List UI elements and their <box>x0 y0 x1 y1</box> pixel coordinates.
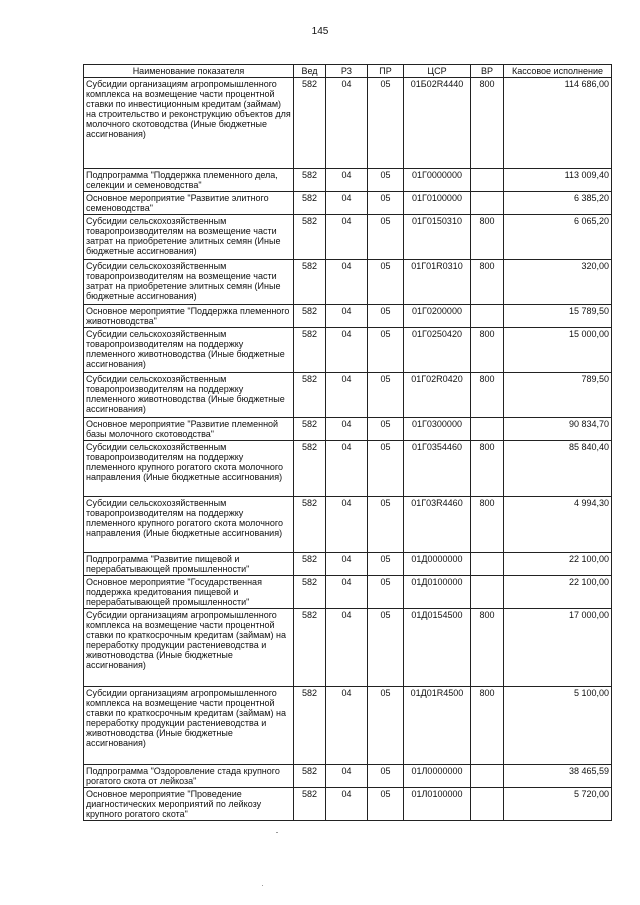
row-csr: 01Г0150310 <box>404 215 471 260</box>
budget-execution-table <box>83 64 612 821</box>
row-csr: 01Д01R4500 <box>404 687 471 765</box>
row-rz: 04 <box>326 78 368 169</box>
row-ved: 582 <box>294 192 326 215</box>
row-rz: 04 <box>326 765 368 788</box>
row-rz: 04 <box>326 418 368 441</box>
row-pr: 05 <box>368 609 404 687</box>
row-csr: 01Г0354460 <box>404 441 471 497</box>
row-csr: 01Г0300000 <box>404 418 471 441</box>
row-ved: 582 <box>294 169 326 192</box>
row-csr: 01Г0200000 <box>404 305 471 328</box>
row-name: Основное мероприятие "Проведение диагностических мероприятий по лейкозу крупного рогатого скота" <box>84 788 294 821</box>
row-pr: 05 <box>368 765 404 788</box>
row-vr <box>471 418 504 441</box>
header-name: Наименование показателя <box>84 65 294 78</box>
row-name: Субсидии сельскохозяйственным товаропроизводителям на поддержку племенного крупного рогатого скота молочного направления (Иные бюджетные ассигнования) <box>84 497 294 553</box>
row-rz: 04 <box>326 169 368 192</box>
table-row <box>84 260 612 305</box>
row-ved: 582 <box>294 305 326 328</box>
row-rz: 04 <box>326 553 368 576</box>
row-ved: 582 <box>294 497 326 553</box>
row-rz: 04 <box>326 497 368 553</box>
row-vr: 800 <box>471 497 504 553</box>
row-pr: 05 <box>368 553 404 576</box>
row-csr: 01Г01R0310 <box>404 260 471 305</box>
row-vr <box>471 576 504 609</box>
table-row <box>84 609 612 687</box>
row-sum: 4 994,30 <box>504 497 612 553</box>
row-pr: 05 <box>368 576 404 609</box>
row-ved: 582 <box>294 418 326 441</box>
row-vr <box>471 788 504 821</box>
row-ved: 582 <box>294 553 326 576</box>
row-sum: 114 686,00 <box>504 78 612 169</box>
row-pr: 05 <box>368 687 404 765</box>
row-sum: 789,50 <box>504 373 612 418</box>
row-rz: 04 <box>326 687 368 765</box>
row-pr: 05 <box>368 497 404 553</box>
table-row <box>84 765 612 788</box>
row-csr: 01Г02R0420 <box>404 373 471 418</box>
row-ved: 582 <box>294 260 326 305</box>
row-vr: 800 <box>471 441 504 497</box>
row-ved: 582 <box>294 373 326 418</box>
row-rz: 04 <box>326 328 368 373</box>
row-ved: 582 <box>294 215 326 260</box>
row-vr: 800 <box>471 373 504 418</box>
row-sum: 5 100,00 <box>504 687 612 765</box>
header-ved: Вед <box>294 65 326 78</box>
row-ved: 582 <box>294 687 326 765</box>
row-rz: 04 <box>326 576 368 609</box>
row-vr: 800 <box>471 609 504 687</box>
table-row <box>84 373 612 418</box>
page-number: 145 <box>311 26 329 37</box>
row-name: Субсидии сельскохозяйственным товаропроизводителям на поддержку племенного животноводства (Иные бюджетные ассигнования) <box>84 328 294 373</box>
row-vr: 800 <box>471 260 504 305</box>
header-pr: ПР <box>368 65 404 78</box>
row-vr <box>471 192 504 215</box>
row-csr: 01Д0000000 <box>404 553 471 576</box>
row-csr: 01Г0000000 <box>404 169 471 192</box>
row-name: Субсидии сельскохозяйственным товаропроизводителям на возмещение части затрат на приобретение элитных семян (Иные бюджетные ассигнования) <box>84 260 294 305</box>
row-rz: 04 <box>326 609 368 687</box>
row-pr: 05 <box>368 373 404 418</box>
row-sum: 22 100,00 <box>504 553 612 576</box>
table-row <box>84 553 612 576</box>
row-sum: 15 000,00 <box>504 328 612 373</box>
row-vr <box>471 765 504 788</box>
row-csr: 01Г0250420 <box>404 328 471 373</box>
table-row <box>84 687 612 765</box>
row-name: Субсидии организациям агропромышленного комплекса на возмещение части процентной ставки по инвестиционным кредитам (займам) на строительство и реконструкцию объектов для молочного скотоводства (Иные бюджетные ассигнования) <box>84 78 294 169</box>
row-sum: 113 009,40 <box>504 169 612 192</box>
table-body <box>84 78 612 821</box>
row-rz: 04 <box>326 441 368 497</box>
row-ved: 582 <box>294 78 326 169</box>
row-ved: 582 <box>294 788 326 821</box>
row-name: Субсидии сельскохозяйственным товаропроизводителям на поддержку племенного крупного рогатого скота молочного направления (Иные бюджетные ассигнования) <box>84 441 294 497</box>
row-name: Субсидии организациям агропромышленного комплекса на возмещение части процентной ставки по краткосрочным кредитам (займам) на переработку продукции растениеводства и животноводства (Иные бюджетные ассигнования) <box>84 687 294 765</box>
row-name: Подпрограмма "Развитие пищевой и перерабатывающей промышленности" <box>84 553 294 576</box>
row-pr: 05 <box>368 418 404 441</box>
table-row <box>84 192 612 215</box>
table-row <box>84 78 612 169</box>
row-csr: 01Л0000000 <box>404 765 471 788</box>
row-csr: 01Л0100000 <box>404 788 471 821</box>
scan-artifact <box>276 832 278 833</box>
row-pr: 05 <box>368 788 404 821</box>
row-vr <box>471 305 504 328</box>
row-name: Основное мероприятие "Государственная поддержка кредитования пищевой и перерабатывающей промышленности" <box>84 576 294 609</box>
header-rz: РЗ <box>326 65 368 78</box>
row-sum: 17 000,00 <box>504 609 612 687</box>
row-vr: 800 <box>471 215 504 260</box>
row-name: Субсидии сельскохозяйственным товаропроизводителям на поддержку племенного животноводства (Иные бюджетные ассигнования) <box>84 373 294 418</box>
row-rz: 04 <box>326 215 368 260</box>
table-header-row <box>84 65 612 78</box>
row-pr: 05 <box>368 169 404 192</box>
row-vr: 800 <box>471 687 504 765</box>
scan-artifact <box>262 885 263 886</box>
row-rz: 04 <box>326 260 368 305</box>
row-pr: 05 <box>368 328 404 373</box>
header-sum: Кассовое исполнение <box>504 65 612 78</box>
row-name: Основное мероприятие "Развитие элитного семеноводства" <box>84 192 294 215</box>
row-sum: 22 100,00 <box>504 576 612 609</box>
row-ved: 582 <box>294 765 326 788</box>
row-sum: 320,00 <box>504 260 612 305</box>
row-ved: 582 <box>294 609 326 687</box>
row-name: Субсидии организациям агропромышленного комплекса на возмещение части процентной ставки по краткосрочным кредитам (займам) на переработку продукции растениеводства и животноводства (Иные бюджетные ассигнования) <box>84 609 294 687</box>
row-name: Подпрограмма "Оздоровление стада крупного рогатого скота от лейкоза" <box>84 765 294 788</box>
row-csr: 01Д0100000 <box>404 576 471 609</box>
row-sum: 5 720,00 <box>504 788 612 821</box>
row-pr: 05 <box>368 441 404 497</box>
table-row <box>84 788 612 821</box>
header-csr: ЦСР <box>404 65 471 78</box>
row-csr: 01Д0154500 <box>404 609 471 687</box>
row-vr: 800 <box>471 78 504 169</box>
row-sum: 90 834,70 <box>504 418 612 441</box>
row-pr: 05 <box>368 192 404 215</box>
row-rz: 04 <box>326 192 368 215</box>
row-name: Основное мероприятие "Поддержка племенного животноводства" <box>84 305 294 328</box>
row-rz: 04 <box>326 788 368 821</box>
row-name: Субсидии сельскохозяйственным товаропроизводителям на возмещение части затрат на приобретение элитных семян (Иные бюджетные ассигнования) <box>84 215 294 260</box>
table-row <box>84 441 612 497</box>
row-ved: 582 <box>294 441 326 497</box>
row-sum: 38 465,59 <box>504 765 612 788</box>
row-rz: 04 <box>326 305 368 328</box>
row-name: Подпрограмма "Поддержка племенного дела, селекции и семеноводства" <box>84 169 294 192</box>
row-pr: 05 <box>368 78 404 169</box>
row-sum: 15 789,50 <box>504 305 612 328</box>
row-pr: 05 <box>368 260 404 305</box>
row-csr: 01Г03R4460 <box>404 497 471 553</box>
table-row <box>84 418 612 441</box>
table-row <box>84 215 612 260</box>
row-vr: 800 <box>471 328 504 373</box>
table-row <box>84 576 612 609</box>
row-sum: 6 065,20 <box>504 215 612 260</box>
row-vr <box>471 553 504 576</box>
row-sum: 6 385,20 <box>504 192 612 215</box>
row-rz: 04 <box>326 373 368 418</box>
table-row <box>84 169 612 192</box>
table-row <box>84 305 612 328</box>
row-sum: 85 840,40 <box>504 441 612 497</box>
row-pr: 05 <box>368 305 404 328</box>
table-row <box>84 497 612 553</box>
table-row <box>84 328 612 373</box>
row-vr <box>471 169 504 192</box>
row-ved: 582 <box>294 328 326 373</box>
row-name: Основное мероприятие "Развитие племенной базы молочного скотоводства" <box>84 418 294 441</box>
header-vr: ВР <box>471 65 504 78</box>
row-csr: 01Г0100000 <box>404 192 471 215</box>
row-csr: 01Б02R4440 <box>404 78 471 169</box>
row-ved: 582 <box>294 576 326 609</box>
row-pr: 05 <box>368 215 404 260</box>
